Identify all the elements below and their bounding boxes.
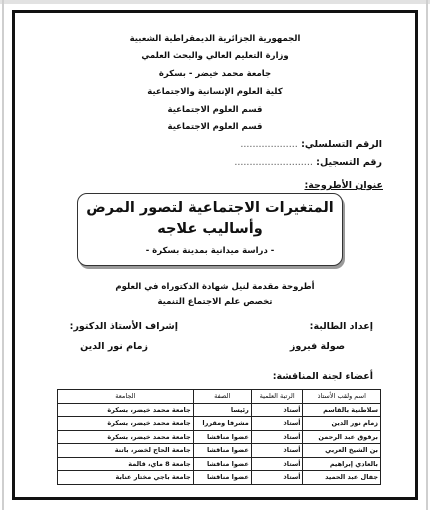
jury-table	[57, 389, 381, 485]
jury-member-role: عضوا مناقشا	[193, 444, 251, 458]
col-header-rank: الرتبة العلمية	[251, 390, 303, 404]
table-row	[58, 430, 381, 444]
header-university: جامعة محمد خيضر - بسكرة	[158, 69, 272, 79]
thesis-subtitle: - دراسة ميدانية بمدينة بسكرة -	[145, 246, 275, 256]
supervisor-label: إشراف الأستاذ الدكتور:	[69, 321, 178, 332]
jury-member-university: جامعة 8 ماي، قالمة	[58, 457, 194, 471]
col-header-name: اسم ولقب الأستاذ	[303, 390, 381, 404]
thesis-purpose: أطروحة مقدمة لنيل شهادة الدكتوراه في العلوم	[115, 282, 315, 292]
jury-member-university: جامعة محمد خيضر، بسكرة	[58, 430, 194, 444]
supervisor-name: زمام نور الدين	[80, 341, 148, 352]
jury-member-name: برقوق عبد الرحمن	[303, 430, 381, 444]
serial-number-dots: ...................	[240, 139, 298, 150]
jury-member-role: عضوا مناقشا	[193, 457, 251, 471]
jury-member-rank: أستاذ	[251, 403, 303, 417]
thesis-title-label: عنوان الأطروحة:	[304, 180, 383, 191]
jury-member-rank: أستاذ	[251, 457, 303, 471]
jury-member-rank: أستاذ	[251, 471, 303, 485]
jury-member-name: بن الشيخ العربي	[303, 444, 381, 458]
jury-member-university: جامعة محمد خيضر، بسكرة	[58, 403, 194, 417]
jury-member-rank: أستاذ	[251, 444, 303, 458]
jury-member-rank: أستاذ	[251, 430, 303, 444]
thesis-specialty: تخصص علم الاجتماع التنمية	[157, 297, 273, 307]
jury-member-name: زمام نور الدين	[303, 417, 381, 431]
jury-member-rank: أستاذ	[251, 417, 303, 431]
registration-number-row	[234, 157, 382, 168]
jury-member-name: بالعادي إبراهيم	[303, 457, 381, 471]
thesis-title-line-1: المتغيرات الاجتماعية لتصور المرض	[86, 200, 334, 216]
table-row	[58, 457, 381, 471]
registration-number-label: رقم التسجيل:	[316, 157, 382, 168]
header-faculty: كلية العلوم الإنسانية والاجتماعية	[147, 87, 283, 97]
jury-member-university: جامعة باجي مختار عنابة	[58, 471, 194, 485]
jury-member-role: عضوا مناقشا	[193, 430, 251, 444]
jury-member-university: جامعة محمد خيضر، بسكرة	[58, 417, 194, 431]
jury-member-role: مشرفا ومقررا	[193, 417, 251, 431]
col-header-role: الصفة	[193, 390, 251, 404]
jury-member-name: سلاطنية بالقاسم	[303, 403, 381, 417]
table-row	[58, 403, 381, 417]
header-ministry: وزارة التعليم العالي والبحث العلمي	[141, 51, 289, 61]
serial-number-label: الرقم التسلسلي:	[301, 139, 382, 150]
thesis-title-line-2: وأساليب علاجه	[157, 221, 263, 237]
table-row	[58, 471, 381, 485]
table-row	[58, 444, 381, 458]
serial-number-row	[240, 139, 382, 150]
jury-member-role: رئيسا	[193, 403, 251, 417]
student-label: إعداد الطالبة:	[309, 321, 373, 332]
header-republic: الجمهورية الجزائرية الديمقراطية الشعبية	[129, 34, 301, 44]
col-header-university: الجامعة	[58, 390, 194, 404]
registration-number-dots: ..........................	[234, 157, 313, 168]
student-name: صولة فيروز	[289, 341, 345, 352]
jury-member-role: عضوا مناقشا	[193, 471, 251, 485]
jury-member-name: جفال عبد الحميد	[303, 471, 381, 485]
jury-member-university: جامعة الحاج لخضر، باتنة	[58, 444, 194, 458]
thesis-title-box	[77, 193, 343, 266]
top-shade	[0, 0, 430, 4]
jury-label: أعضاء لجنة المناقشة:	[272, 371, 373, 382]
table-row	[58, 417, 381, 431]
jury-table-header-row	[58, 390, 381, 404]
header-department-1: قسم العلوم الاجتماعية	[167, 105, 263, 115]
header-department-2: قسم العلوم الاجتماعية	[167, 122, 263, 132]
